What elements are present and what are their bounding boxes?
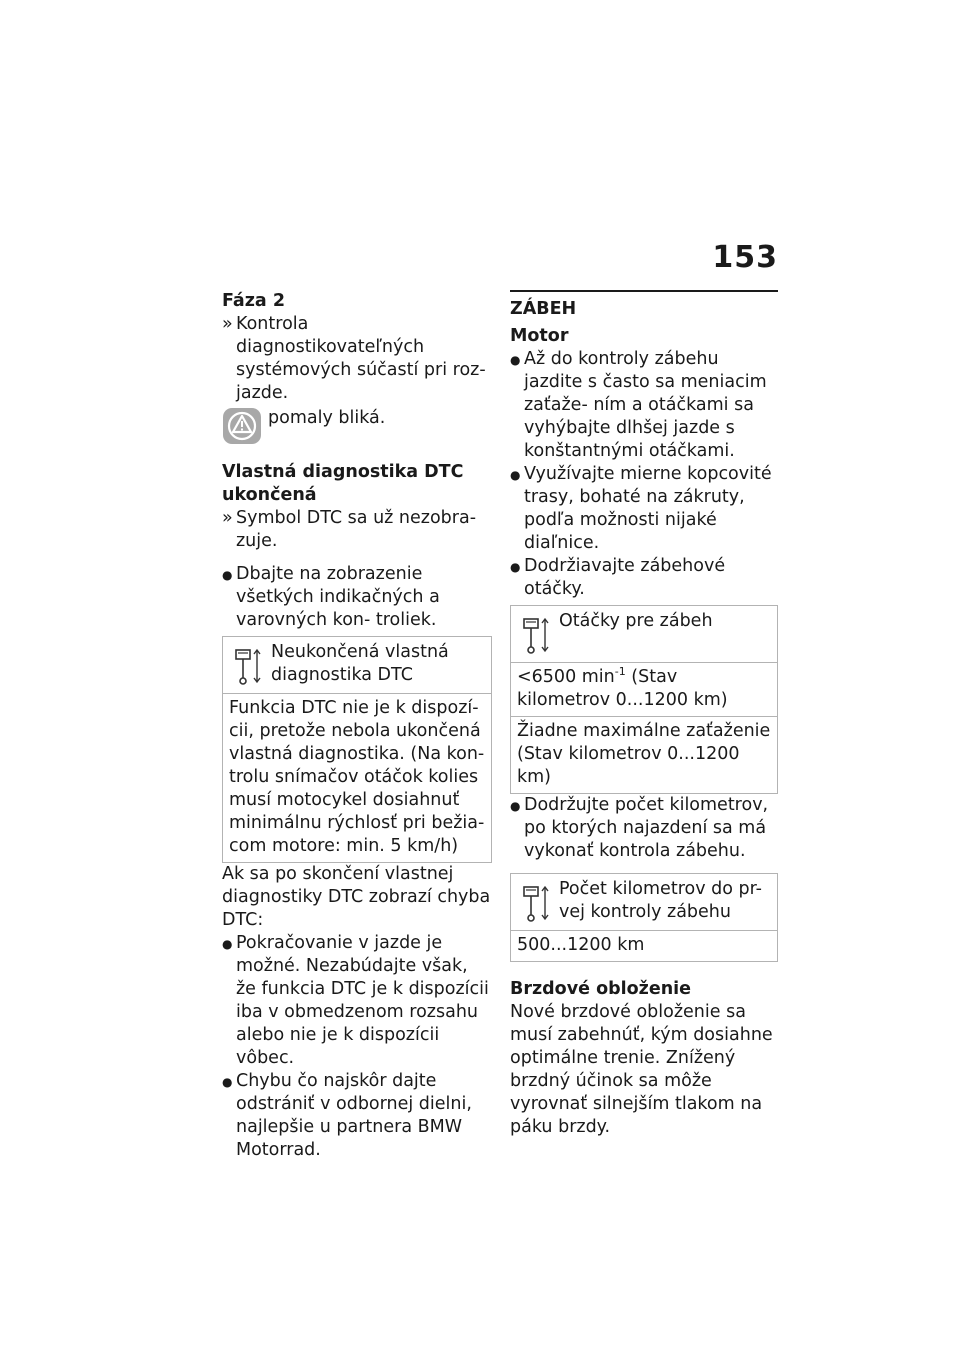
list-item-text: Pokračovanie v jazde je možné. Nezabúdajte však, že funkcia DTC je k dispozícii iba v obmedzenom rozsahu alebo nie je k dispozícii vôbec. xyxy=(236,933,489,1068)
piston-gauge-icon xyxy=(233,647,261,687)
list-item xyxy=(222,563,492,632)
list-item xyxy=(222,1070,492,1162)
table-header-text: Otáčky pre zábeh xyxy=(559,611,713,631)
table-cell: 500...1200 km xyxy=(517,935,645,955)
list-item xyxy=(510,463,778,555)
list-item-text: Chybu čo najskôr dajte odstrániť v odbornej dielni, najlepšie u partnera BMW Motorrad. xyxy=(236,1071,472,1160)
bullet-icon: ● xyxy=(510,560,521,574)
brake-text: Nové brzdové obloženie sa musí zabehnúť, kým dosiahne optimálne trenie. Znížený brzdný účinok sa môže vyrovnať silnejším tlakom na páku brzdy. xyxy=(510,1002,773,1137)
rpm-condition: (Stav kilometrov 0...1200 km) xyxy=(517,667,728,710)
run-in-rpm-table xyxy=(510,605,778,794)
page-number: 153 xyxy=(712,240,778,275)
bullet-icon: ● xyxy=(222,937,233,951)
table-header xyxy=(511,606,777,663)
warning-row xyxy=(222,407,492,445)
faza-result-text: Kontrola diagnostikovateľných systémových súčastí pri roz- jazde. xyxy=(236,314,486,403)
faza-result xyxy=(222,313,492,405)
section-divider xyxy=(510,290,778,292)
list-item xyxy=(222,932,492,1070)
diag-result xyxy=(222,507,492,553)
bullet-icon: ● xyxy=(222,1075,233,1089)
bullet-icon: ● xyxy=(510,468,521,482)
bullet-icon: ● xyxy=(222,568,233,582)
table-header xyxy=(511,874,777,931)
table-cell xyxy=(511,663,777,716)
rpm-value: <6500 min xyxy=(517,667,615,687)
rpm-exponent: -1 xyxy=(614,665,626,679)
km-check-table xyxy=(510,873,778,962)
table-header-text: Počet kilometrov do pr- vej kontroly zábehu xyxy=(559,879,763,922)
paragraph: Ak sa po skončení vlastnej diagnostiky DTC zobrazí chyba DTC: xyxy=(222,864,491,930)
result-arrow-icon: » xyxy=(222,314,233,334)
warning-triangle-icon xyxy=(222,407,262,445)
right-column xyxy=(510,290,778,1139)
section-title: ZÁBEH xyxy=(510,299,577,319)
dtc-table xyxy=(222,636,492,863)
table-cell: Funkcia DTC nie je k dispozí- cii, pretože nebola ukončená vlastná diagnostika. (Na kon- trolu snímačov otáčok kolies musí motocykel dosiahnuť minimálnu rýchlosť pri bežia- com motore: min. 5 km/h) xyxy=(229,698,485,856)
list-item-text: Využívajte mierne kopcovité trasy, bohaté na zákruty, podľa možnosti nijaké diaľnice. xyxy=(524,464,772,553)
list-item-text: Dodržujte počet kilometrov, po ktorých najazdení sa má vykonať kontrola zábehu. xyxy=(524,795,769,861)
list-item-text: Až do kontroly zábehu jazdite s často sa meniacim zaťaže- ním a otáčkami sa vyhýbajte dlhšej jazde s konštantnými otáčkami. xyxy=(524,349,767,461)
list-item-text: Dbajte na zobrazenie všetkých indikačných a varovných kon- troliek. xyxy=(236,564,440,630)
table-header-text: Neukončená vlastná diagnostika DTC xyxy=(271,642,449,685)
blink-text: pomaly bliká. xyxy=(268,408,386,428)
brake-heading: Brzdové obloženie xyxy=(510,979,692,999)
list-item xyxy=(510,794,778,863)
faza-heading: Fáza 2 xyxy=(222,291,286,311)
motor-heading: Motor xyxy=(510,326,569,346)
list-item xyxy=(510,555,778,601)
table-header xyxy=(223,637,491,694)
piston-gauge-icon xyxy=(521,884,549,924)
left-column xyxy=(222,290,492,1162)
table-cell: Žiadne maximálne zaťaženie (Stav kilometrov 0...1200 km) xyxy=(511,716,777,793)
list-item xyxy=(510,348,778,463)
list-item-text: Dodržiavajte zábehové otáčky. xyxy=(524,556,726,599)
diag-heading: Vlastná diagnostika DTC ukončená xyxy=(222,462,464,505)
result-arrow-icon: » xyxy=(222,508,233,528)
bullet-icon: ● xyxy=(510,799,521,813)
bullet-icon: ● xyxy=(510,353,521,367)
diag-result-text: Symbol DTC sa už nezobra- zuje. xyxy=(236,508,477,551)
piston-gauge-icon xyxy=(521,616,549,656)
